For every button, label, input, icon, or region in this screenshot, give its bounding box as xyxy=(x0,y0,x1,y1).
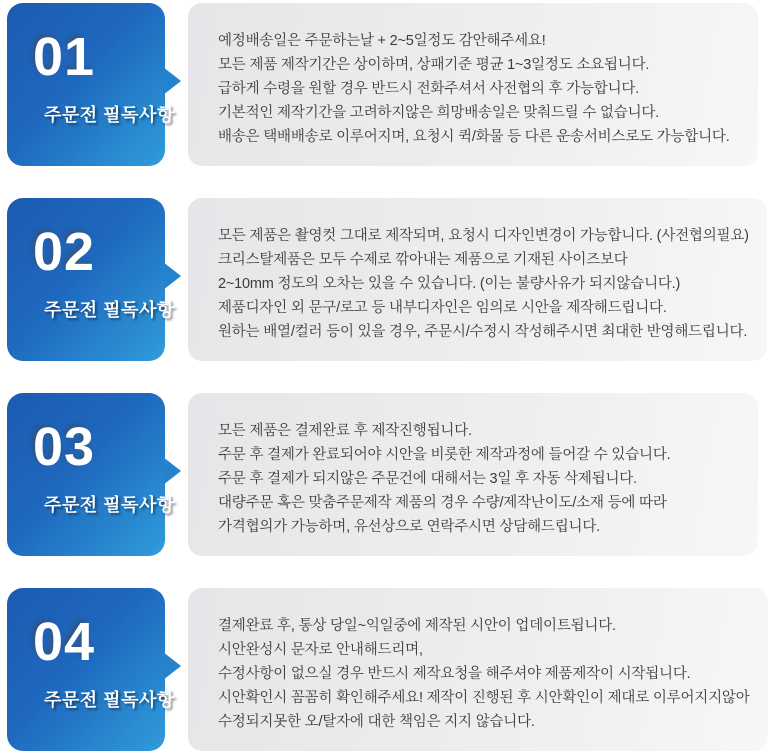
section-3-badge-label: 주문전 필독사항 xyxy=(44,495,175,515)
notice-section-2 xyxy=(7,198,758,361)
notice-line: 예정배송일은 주문하는날 + 2~5일정도 감안해주세요! xyxy=(218,33,546,49)
section-4-number: 04 xyxy=(33,612,96,672)
notice-line: 기본적인 제작기간을 고려하지않은 희망배송일은 맞춰드릴 수 없습니다. xyxy=(218,105,660,121)
badge-arrow-right-icon xyxy=(163,652,181,680)
section-2-number: 02 xyxy=(33,222,96,282)
notice-line: 급하게 수령을 원할 경우 반드시 전화주셔서 사전협의 후 가능합니다. xyxy=(218,81,640,97)
section-2-badge xyxy=(7,198,175,361)
section-3-content-box xyxy=(188,393,758,556)
notice-line: 수정되지못한 오/탈자에 대한 책임은 지지 않습니다. xyxy=(218,714,535,730)
badge-arrow-right-icon xyxy=(163,457,181,485)
section-1-badge xyxy=(7,3,175,166)
section-4-badge-label: 주문전 필독사항 xyxy=(44,690,175,710)
notice-line: 가격협의가 가능하며, 유선상으로 연락주시면 상담해드립니다. xyxy=(218,519,600,535)
notice-section-4 xyxy=(7,588,758,751)
notice-line: 수정사항이 없으실 경우 반드시 제작요청을 해주셔야 제품제작이 시작됩니다. xyxy=(218,666,691,682)
section-2-content-box xyxy=(188,198,767,361)
section-1-content-box xyxy=(188,3,758,166)
section-1-badge-label: 주문전 필독사항 xyxy=(44,105,175,125)
section-4-badge xyxy=(7,588,175,751)
notice-line: 시안확인시 꼼꼼히 확인해주세요! 제작이 진행된 후 시안확인이 제대로 이루어지지않아 xyxy=(218,690,750,706)
section-2-badge-label: 주문전 필독사항 xyxy=(44,300,175,320)
notice-section-1 xyxy=(7,3,758,166)
notice-section-3 xyxy=(7,393,758,556)
notice-line: 2~10mm 정도의 오차는 있을 수 있습니다. (이는 불량사유가 되지않습니다.) xyxy=(218,276,681,292)
notice-line: 모든 제품 제작기간은 상이하며, 상패기준 평균 1~3일정도 소요됩니다. xyxy=(218,57,650,73)
notice-line: 제품디자인 외 문구/로고 등 내부디자인은 임의로 시안을 제작해드립니다. xyxy=(218,300,667,316)
notice-line: 모든 제품은 촬영컷 그대로 제작되며, 요청시 디자인변경이 가능합니다. (사전협의필요) xyxy=(218,228,749,244)
notice-line: 대량주문 혹은 맞춤주문제작 제품의 경우 수량/제작난이도/소재 등에 따라 xyxy=(218,495,667,511)
notice-line: 배송은 택배배송로 이루어지며, 요청시 퀵/화물 등 다른 운송서비스로도 가능합니다. xyxy=(218,129,730,145)
section-1-number: 01 xyxy=(33,27,96,87)
notice-line: 크리스탈제품은 모두 수제로 깎아내는 제품으로 기재된 사이즈보다 xyxy=(218,252,628,268)
notice-line: 원하는 배열/컬러 등이 있을 경우, 주문시/수정시 작성해주시면 최대한 반영해드립니다. xyxy=(218,324,748,340)
section-3-number: 03 xyxy=(33,417,96,477)
section-4-content-box xyxy=(188,588,768,751)
badge-arrow-right-icon xyxy=(163,67,181,95)
section-3-badge xyxy=(7,393,175,556)
notice-line: 결제완료 후, 통상 당일~익일중에 제작된 시안이 업데이트됩니다. xyxy=(218,618,616,634)
notice-line: 주문 후 결제가 되지않은 주문건에 대해서는 3일 후 자동 삭제됩니다. xyxy=(218,471,637,487)
notice-line: 시안완성시 문자로 안내해드리며, xyxy=(218,642,423,658)
notice-line: 모든 제품은 결제완료 후 제작진행됩니다. xyxy=(218,423,472,439)
badge-arrow-right-icon xyxy=(163,262,181,290)
notice-line: 주문 후 결제가 완료되어야 시안을 비롯한 제작과정에 들어갈 수 있습니다. xyxy=(218,447,671,463)
